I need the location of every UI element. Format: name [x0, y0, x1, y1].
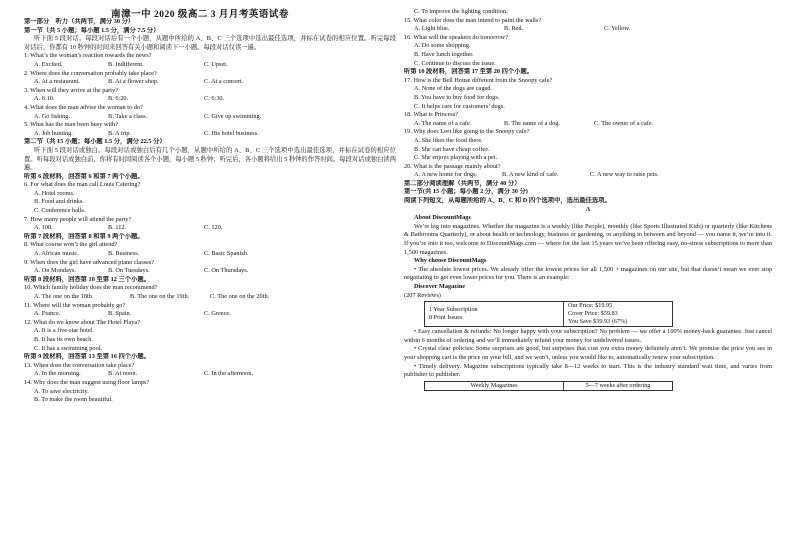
option-b[interactable]: B. On Tuesdays. [108, 267, 150, 275]
options [24, 310, 396, 319]
option-a[interactable]: A. Go fishing. [34, 112, 71, 120]
option-c[interactable]: C. Basic Spanish. [204, 250, 249, 258]
magazine-type: Weekly Magazines [425, 381, 564, 390]
right-column [404, 8, 772, 392]
options [24, 130, 396, 139]
options [404, 120, 772, 129]
page-title: 南漳一中 2020 级高二 3 月月考英语试卷 [111, 10, 289, 20]
question: 10. Which family holiday does the man recommend? [24, 284, 158, 292]
question: 15. What color does the man intend to paint the walls? [404, 16, 542, 24]
passage-heading: About DiscountMags [414, 214, 471, 222]
option-b[interactable]: B. She can have cheap coffee. [414, 145, 490, 153]
part-heading: 第一部分 听力（共两节，满分 30 分） [24, 18, 135, 25]
option-b[interactable]: B. Take a class. [108, 112, 148, 120]
question: 20. What is the passage mainly about? [404, 162, 501, 170]
instructions: 听下面 5 段对话或独白。每段对话或独白后有几个小题，从题中所给的 A、B、C 三个选项中选出最佳选项，并标在试卷的相应位置。听每段对话或独白前，你将有时间阅读各个小题，每小题 5 秒钟；听完后，各小题将给出 5 秒钟的作答时间。每段对话或独白读两遍。 [24, 146, 396, 172]
option-a[interactable]: A. She likes the food there. [414, 136, 483, 144]
question: 6. For what does the man call Louis Catering? [24, 181, 141, 189]
option-c[interactable]: C. Greece. [204, 310, 231, 318]
material-heading: 听第 10 段材料，回答第 17 至第 20 四个小题。 [404, 68, 534, 76]
option-c[interactable]: C. She enjoys playing with a pet. [414, 154, 498, 162]
option-b[interactable]: B. Spain. [108, 310, 132, 318]
question: 4. What does the man advise the woman to do? [24, 103, 143, 111]
option-a[interactable]: A. The name of a cafe. [414, 119, 472, 127]
left-column [24, 18, 396, 405]
option-b[interactable]: B. The one on the 19th. [130, 293, 190, 300]
section-heading: 第二节（共 15 小题；每小题 1.5 分，满分 22.5 分） [24, 138, 166, 146]
option-b[interactable]: B. Red. [504, 25, 524, 33]
option-c[interactable]: C. Upset. [204, 60, 228, 68]
paragraph: • Easy cancellation & refunds: No longer happy with your subscription? No problem — we offer a 100% money-back guarantee. Just cancel within 6 months of ordering and we’ll immediately refund your money for undelivered issues. [404, 328, 772, 344]
option-b[interactable]: B. Business. [108, 250, 140, 258]
material-heading: 听第 8 段材料，回答第 10 至第 12 三个小题。 [24, 275, 150, 283]
material-heading: 听第 9 段材料，回答第 13 至第 16 四个小题。 [24, 353, 150, 361]
option-c[interactable]: C. Conference halls. [34, 207, 86, 215]
subscription-term: 1 Year Subscription [429, 306, 478, 314]
option-b[interactable]: B. The name of a dog. [504, 119, 561, 127]
question: 19. Why does Lori like going to the Snoopy cafe? [404, 128, 530, 136]
subscription-table [424, 301, 673, 327]
option-b[interactable]: B. Food and drinks. [34, 198, 84, 206]
paragraph: • Timely delivery. Magazine subscriptions typically take 8—12 weeks to start. This is the industry standard wait time, and varies from publisher to publisher. [404, 362, 772, 379]
option-b[interactable]: B. A new kind of cafe. [502, 171, 559, 179]
option-a[interactable]: A. France. [34, 310, 61, 318]
option-a[interactable]: A. African music. [34, 250, 79, 258]
option-b[interactable]: B. Indifferent. [108, 60, 144, 68]
instructions: 听下面 5 段对话。每段对话后有一个小题，从题中所给的 A、B、C 三个选项中选出最佳选项，并标在试卷的相应位置。听完每段对话后，你都有 10 秒钟的时间来回答有关小题和阅读下一小题。每段对话仅读一遍。 [24, 35, 396, 51]
question: 7. How many people will attend the party? [24, 215, 132, 223]
option-c[interactable]: C. It helps care for customers’ dogs. [414, 102, 505, 110]
question: 2. Where does the conversation probably take place? [24, 69, 157, 77]
option-a[interactable]: A. 108. [34, 224, 53, 232]
option-a[interactable]: A. None of the dogs are caged. [414, 85, 492, 93]
option-c[interactable]: C. The one on the 20th. [210, 293, 270, 300]
question: 3. When will they arrive at the party? [24, 86, 118, 94]
section-heading: 第一节(共 15 小题；每小题 2 分，满分 30 分) [404, 188, 528, 196]
review-count: (207 Reviews) [404, 291, 441, 299]
paragraph: • Crystal clear policies: Some surprises are good, but surprises that cost you extra money definitely aren’t. We promise the price you see in your shopping cart is the price on your bill, and we won’t, unless you would like to, automatically renew your subscription. [404, 345, 772, 361]
option-c[interactable]: C. It has a swimming pool. [34, 344, 103, 352]
paragraph: We’re big into magazines. Whether the magazine is a weekly (like People), monthly (like Sports Illustrated Kids) or quarterly (like Kitchens & Bathrooms Quarterly), or about health or technology, business or gardening, or anything in between and beyond — you name it, we’re into it. If you’re into it too, welcome to DiscountMags.com — where for the last 15 years we’ve been offering easy, no-stress subscriptions to more than 1,500 magazines. [404, 222, 772, 256]
option-a[interactable]: A. Light blue. [414, 25, 450, 33]
options [24, 267, 396, 276]
question: 12. What do we know about The Hotel Playa? [24, 318, 141, 326]
magazine-title: Discover Magazine [414, 283, 466, 290]
options [24, 224, 396, 233]
question: 17. How is the Bell House different from the Snoopy cafe? [404, 76, 553, 84]
options [24, 250, 396, 259]
option-c[interactable]: C. 120. [204, 224, 223, 232]
options [24, 370, 396, 379]
option-a[interactable]: A. Excited. [34, 60, 63, 68]
delivery-time: 5—7 weeks after ordering [564, 381, 673, 390]
option-b[interactable]: B. Have lunch together. [414, 50, 474, 58]
option-a[interactable]: A. In the morning. [34, 370, 81, 378]
option-b[interactable]: B. 6:20. [108, 95, 129, 103]
options [24, 78, 396, 87]
options [404, 25, 772, 34]
option-b[interactable]: B. At noon. [108, 370, 138, 378]
question: 8. What course won’t the girl attend? [24, 241, 118, 249]
our-price: Our Price: $19.95 [568, 302, 613, 310]
issue-count: 8 Print Issues [429, 314, 463, 322]
option-c[interactable]: C. A new way to raise pets. [590, 171, 659, 179]
option-b[interactable]: B. You have to buy food for dogs. [414, 93, 500, 101]
option-a[interactable]: A. At a restaurant. [34, 78, 80, 86]
delivery-table [424, 381, 673, 391]
option-b[interactable]: B. To make the room beautiful. [34, 396, 113, 404]
option-a[interactable]: A. To save electricity. [34, 387, 89, 395]
question: 5. What has the man been busy with? [24, 121, 118, 129]
option-b[interactable]: B. It has its own beach. [34, 335, 93, 343]
material-heading: 听第 7 段材料，回答第 8 和第 9 两个小题。 [24, 232, 144, 240]
option-c[interactable]: C. Continue to discuss the issue. [414, 59, 496, 67]
question: 18. What is Princess? [404, 111, 459, 119]
option-c[interactable]: C. In the afternoon. [204, 370, 254, 378]
option-c[interactable]: C. Give up swimming. [204, 112, 262, 120]
option-a[interactable]: A. 6:10. [34, 95, 55, 103]
subscription-terms [425, 302, 564, 327]
savings: You Save $39.93 (67%) [568, 318, 628, 326]
option-b[interactable]: B. At a flower shop. [108, 78, 159, 86]
passage-letter: A [585, 205, 591, 213]
passage-heading: Why choose DiscountMags [414, 257, 487, 265]
options [404, 171, 772, 180]
options [24, 95, 396, 104]
option-c[interactable]: C. To improve the lighting condition. [414, 8, 508, 15]
option-c[interactable]: C. Yellow. [604, 25, 631, 33]
instructions: 阅读下列短文，从每题所给的 A、B、C 和 D 四个选项中，选出最佳选项。 [404, 197, 611, 205]
option-a[interactable]: A. Do some shopping. [414, 42, 471, 50]
cover-price: Cover Price: $59.83 [568, 310, 618, 318]
option-c[interactable]: C. His hotel business. [204, 129, 259, 137]
option-a[interactable]: A. On Mondays. [34, 267, 76, 275]
option-c[interactable]: C. The owner of a cafe. [594, 119, 654, 127]
paragraph: • The absolute lowest prices. We already offer the lowest prices for all 1,500 + magazines on our site, but that doesn’t mean we ever stop negotiating to get even lower prices for you. There is an example: [404, 265, 772, 282]
option-a[interactable]: A. Hotel rooms. [34, 189, 75, 197]
option-c[interactable]: C. On Thursdays. [204, 267, 249, 275]
option-b[interactable]: B. 112. [108, 224, 127, 232]
option-c[interactable]: C. 6:30. [204, 95, 225, 103]
option-b[interactable]: B. A trip. [108, 129, 132, 137]
material-heading: 听第 6 段材料，回答第 6 和第 7 两个小题。 [24, 172, 144, 180]
part-heading: 第二部分阅读理解（共两节，满分 40 分） [404, 179, 521, 187]
question: 11. Where will the woman probably go? [24, 301, 126, 309]
option-a[interactable]: A. A new home for dogs. [414, 171, 478, 179]
question: 16. What will the speakers do tomorrow? [404, 33, 508, 41]
question: 9. When does the girl have advanced piano classes? [24, 258, 155, 266]
option-c[interactable]: C. At a concert. [204, 78, 244, 86]
option-a[interactable]: A. Job hunting. [34, 129, 73, 137]
question: 13. When does the conversation take place? [24, 361, 135, 369]
question: 14. Why does the man suggest using floor lamps? [24, 378, 150, 386]
subscription-prices [564, 302, 673, 327]
section-heading: 第一节（共 5 小题；每小题 1.5 分，满分 7.5 分） [24, 26, 160, 34]
options [24, 113, 396, 122]
options [24, 293, 396, 302]
options [24, 61, 396, 70]
question: 1. What’s the woman’s reaction towards the news? [24, 52, 152, 60]
option-a[interactable]: A. The one on the 18th. [34, 293, 94, 300]
option-a[interactable]: A. It is a five-star hotel. [34, 327, 94, 335]
